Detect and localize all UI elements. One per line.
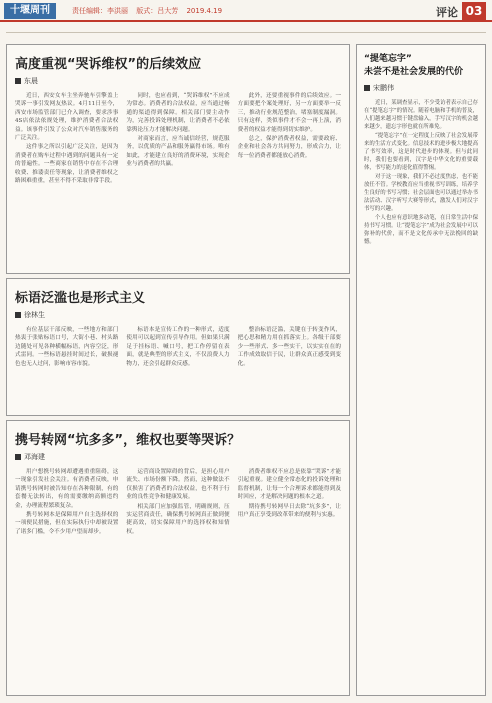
publication-name: 十堰周刊	[4, 3, 56, 19]
article-title: 标语泛滥也是形式主义	[15, 291, 146, 306]
page-meta	[72, 6, 228, 16]
byline-square-icon	[15, 78, 21, 84]
issue-date: 2019.4.19	[186, 7, 223, 15]
header-rule	[6, 32, 486, 33]
article-hearing-rights	[6, 44, 350, 274]
article-byline: 徐林生	[15, 310, 341, 320]
page-number: 03	[462, 2, 486, 20]
article-slogan-formalism	[6, 278, 350, 416]
article-body	[15, 92, 341, 186]
article-column: 消费者维权不应总是依靠“哭诉”才能引起重视。建立健全常态化的投诉处理和监督机制，让每一个合理诉求都能得到及时回应，才是解决问题的根本之道。 期待携号转网早日去除“坑多多”，让用户真正享受到改革带来的便利与实惠。	[237, 469, 341, 519]
article-column: 同时，也应看到，“哭诉维权”不应成为常态。消费者的合法权益，应当通过畅通的渠道得到保障。相关部门要主动作为，完善投诉处理机制，让消费者不必依靠舆论压力才能解决问题。 对商家而言，应当诚信经营，规范服务，以优质的产品和服务赢得市场。唯有如此，才能建立良好的消费环境，实现企业与消费者的共赢。	[126, 93, 230, 168]
section-name: 评论	[436, 6, 458, 19]
article-number-portability	[6, 420, 350, 696]
article-title: 携号转网“坑多多”，维权也要等哭诉？	[15, 433, 241, 448]
article-forgetting-characters	[356, 44, 486, 696]
article-title: 高度重视“哭诉维权”的后续效应	[15, 57, 202, 72]
article-body	[15, 468, 341, 537]
article-body	[364, 99, 478, 247]
page-header	[0, 0, 492, 22]
article-column: 运营商设置障碍的背后，是担心用户流失、市场份额下降。然而，这种做法不仅损害了消费者的合法权益，也不利于行业的良性竞争和健康发展。 相关部门应加强监管，明确规则，压实运营商责任，确保携号转网真正做到便捷高效，切实保障用户的选择权和知情权。	[126, 469, 230, 535]
designer-credit: 版式：吕大芳	[136, 7, 179, 15]
byline-square-icon	[15, 312, 21, 318]
article-byline: 宋鹏伟	[364, 83, 478, 93]
article-title: “提笔忘字” 未尝不是社会发展的代价	[364, 54, 464, 77]
article-column: 标语本是宣传工作的一种形式，适度使用可以起到宣传引导作用。但如果只满足于挂标语、喊口号，把工作停留在表面，就是典型的形式主义，不仅浪费人力物力，还会引起群众反感。	[126, 327, 230, 367]
article-byline: 东晨	[15, 76, 341, 86]
byline-square-icon	[364, 85, 370, 91]
article-column: 近日，西安女车主坐奔驰车引擎盖上哭诉一事引发网友热议。4月11日至今，西安市场监管部门已介入调查，要求涉事4S店依法依规处理，维护消费者合法权益。该事件引发了公众对汽车销售服务的广泛关注。 这件事之所以引起广泛关注，是因为消费者在购车过程中遇到的问题具有一定的普遍性。一些商家在销售中存在不合理收费、推诿责任等现象，让消费者维权之路困难重重，甚至不得不采取非常手段。	[15, 93, 119, 185]
article-column: 用户想携号转网却遭遇重重阻碍，这一现象引发社会关注。有消费者反映，申请携号转网时被告知存在各种限制，有的套餐无法转出，有的需要缴纳高额违约金，办理流程繁琐复杂。 携号转网本是保障用户自主选择权的一项便民措施，但在实际执行中却被设置了诸多门槛，令不少用户望而却步。	[15, 469, 119, 535]
editor-credit: 责任编辑：李洪丽	[72, 7, 128, 15]
article-column: 整治标语泛滥，关键在于转变作风，把心思和精力用在抓落实上。各级干部要少一些形式、多一些实干，以实实在在的工作成效取信于民，让群众真正感受到变化。	[237, 327, 341, 367]
article-byline: 邓海建	[15, 452, 341, 462]
byline-square-icon	[15, 454, 21, 460]
article-column: 此外，还要重视事件的后续效应。一方面要把个案处理好，另一方面要举一反三，推动行业规范整治，堵塞制度漏洞。只有这样，类似事件才不会一再上演，消费者的权益才能得到切实维护。 总之，保护消费者权益，需要政府、企业和社会各方共同努力，形成合力，让每一位消费者都能放心消费。	[237, 93, 341, 159]
article-body	[15, 326, 341, 369]
article-column: 有位基层干部反映，一些地方和部门热衷于张贴标语口号，大街小巷、村头路边随处可见各种横幅标语，内容空泛，形式雷同。一些标语悬挂时间过长，破损褪色也无人过问，影响市容市貌。	[15, 327, 119, 367]
article-column: 近日，某调查显示，不少受访者表示自己存在“提笔忘字”的情况。随着电脑和手机的普及，人们越来越习惯于键盘输入，手写汉字的机会越来越少，遗忘字形也就在所难免。 “提笔忘字”在一定程度上反映了社会发展带来的生活方式变化。信息技术的进步极大地提高了书写效率，这是时代进步的体现。但与此同时，我们也要看到，汉字是中华文化的重要载体，书写能力的退化值得警惕。 对于这一现象，我们不必过度焦虑，也不能放任不管。学校教育应当重视书写训练，培养学生良好的书写习惯；社会层面也可以通过举办书法活动、汉字听写大赛等形式，激发人们对汉字书写的兴趣。 个人也应有意识地多动笔，在日常生活中保持书写习惯。让“提笔忘字”成为社会发展中可以弥补的代价，而不是文化传承中无法挽回的缺憾。	[364, 100, 478, 245]
